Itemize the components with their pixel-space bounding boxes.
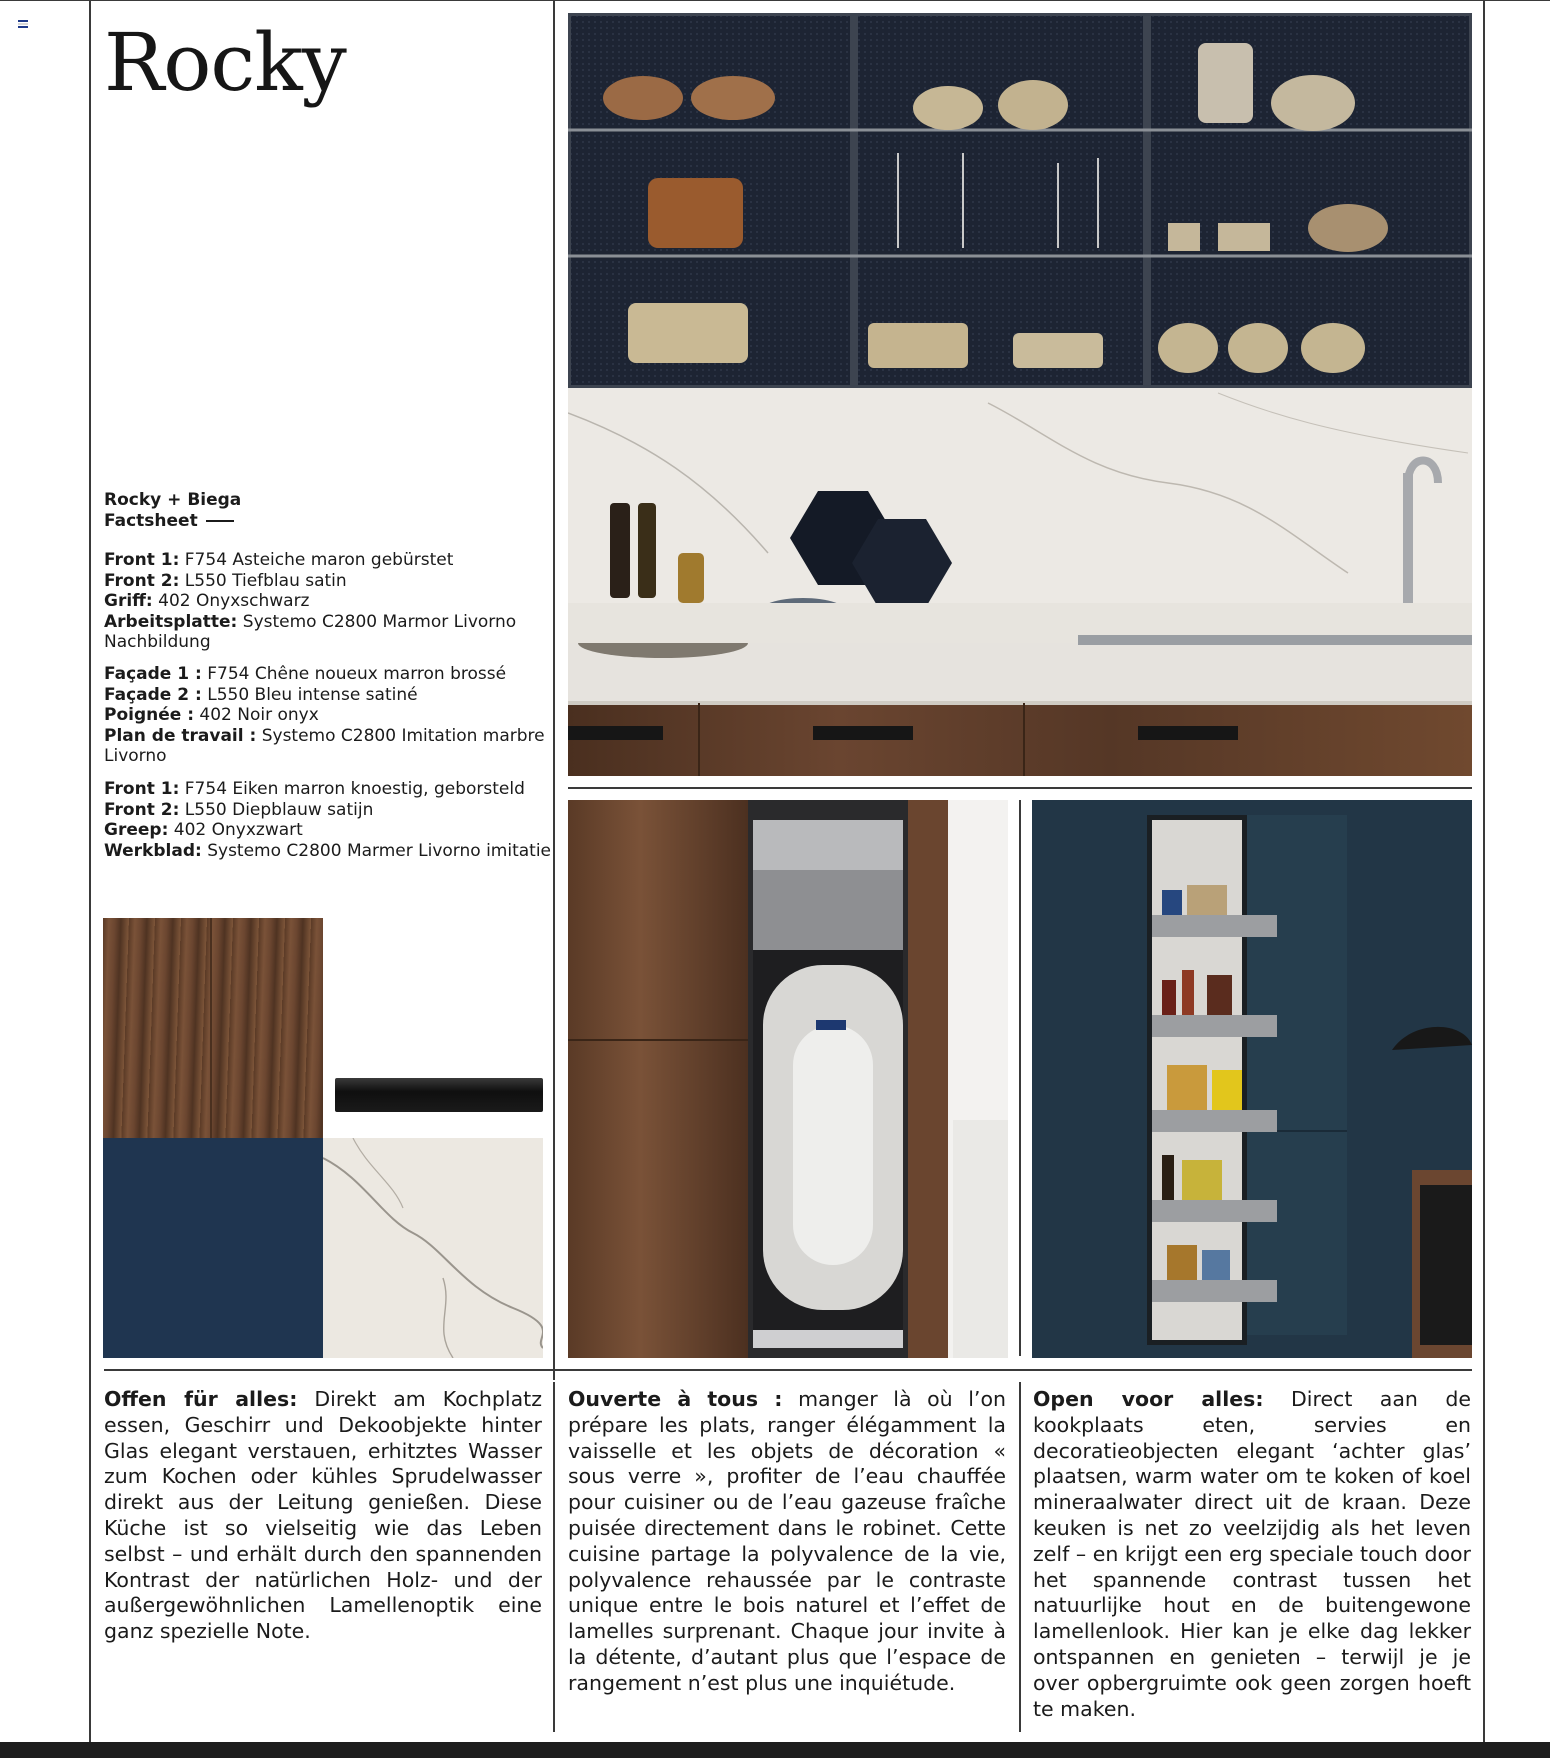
text-column-divider-2: [1019, 1382, 1021, 1732]
marble-swatch: [323, 1138, 543, 1358]
left-frame-line: [89, 0, 91, 1758]
description-body: Direct aan de kookplaats eten, servies en decoratieobjecten elegant ‘achter glas’ plaatsen, warm water om te koken of koel mineraalwater direct uit de kraan. Deze keuken is net zo veelzijdig als het leven zelf – en krijgt een erg speciale touch door het spannende contrast tussen het natuurlijke hout en de buitengewone lamellenlook. Hier kan je elke dag lekker ontspannen en genieten – terwijl je je over opbergruimte ook geen zorgen hoeft te maken.: [1033, 1387, 1471, 1721]
spec-row: Werkblad: Systemo C2800 Marmer Livorno imitatie: [104, 840, 552, 861]
handle-swatch: [335, 1078, 543, 1112]
pantry-graphic: [1032, 800, 1472, 1358]
description-nl: [1033, 1387, 1471, 1722]
spec-row: Front 2: L550 Tiefblau satin: [104, 570, 347, 591]
factsheet-title: Rocky + Biega: [104, 490, 242, 510]
kitchen-scene-graphic: [568, 13, 1472, 776]
spec-list-fr: [104, 664, 554, 767]
page-title: Rocky: [104, 16, 346, 109]
oak-swatch-seam: [210, 918, 212, 1138]
spec-row: Front 1: F754 Asteiche maron gebürstet: [104, 550, 454, 570]
pantry-photo: [1032, 800, 1472, 1358]
factsheet-header: [104, 490, 554, 531]
spec-row: Front 2: L550 Diepblauw satijn: [104, 799, 374, 820]
spec-row: Griff: 402 Onyxschwarz: [104, 591, 310, 611]
description-body: manger là où l’on prépare les plats, ranger élégamment la vaisselle et les objets de décoration « sous verre », profiter de l’eau chauffée pour cuisiner ou de l’eau gazeuse fraîche puisée directement dans le robinet. Cette cuisine partage la polyvalence de la vie, polyvalence rehaussée par le contraste unique entre le bois naturel et l’effet de lamelles surprenant. Chaque jour invite à la détente, d’autant plus que l’espace de rangement n’est plus une inquiétude.: [568, 1387, 1006, 1695]
photo-column-divider: [1019, 800, 1021, 1356]
photo-divider-line: [568, 787, 1472, 789]
description-lead: Offen für alles:: [104, 1387, 298, 1411]
oak-swatch: [103, 918, 323, 1138]
blue-swatch: [103, 1138, 323, 1358]
cabinet-photo-water-unit: [568, 800, 1008, 1358]
water-unit-graphic: [568, 800, 1008, 1358]
spec-row: Front 1: F754 Eiken marron knoestig, geborsteld: [104, 779, 525, 799]
text-divider-line: [104, 1369, 1472, 1371]
flag-icon[interactable]: [18, 20, 28, 27]
description-fr: [568, 1387, 1006, 1697]
factsheet-label: Factsheet: [104, 510, 198, 531]
spec-row: Façade 1 : F754 Chêne noueux marron brossé: [104, 664, 507, 684]
top-frame-line: [0, 0, 1550, 1]
bottom-bar: [0, 1742, 1550, 1758]
description-body: Direkt am Kochplatz essen, Geschirr und Dekoobjekte hinter Glas elegant verstauen, erhitztes Wasser zum Kochen oder kühles Sprudelwasser direkt aus der Leitung genießen. Diese Küche ist so vielseitig wie das Leben selbst – und erhält durch den spannenden Kontrast der natürlichen Holz- und der außergewöhnlichen Lamellenoptik eine ganz spezielle Note.: [104, 1387, 542, 1644]
factsheet-label-row: [104, 511, 554, 532]
description-de: [104, 1387, 542, 1645]
spec-row: Façade 2 : L550 Bleu intense satiné: [104, 684, 418, 705]
dash-rule: [206, 520, 234, 522]
spec-row: Arbeitsplatte: Systemo C2800 Marmor Livorno Nachbildung: [104, 611, 517, 652]
spec-row: Poignée : 402 Noir onyx: [104, 705, 319, 725]
marble-vein-graphic: [323, 1138, 543, 1358]
description-lead: Open voor alles:: [1033, 1387, 1264, 1411]
spec-list-nl: [104, 779, 554, 861]
spec-row: Greep: 402 Onyxzwart: [104, 820, 303, 840]
description-lead: Ouverte à tous :: [568, 1387, 783, 1411]
right-frame-line: [1483, 0, 1485, 1758]
kitchen-photo-main: [568, 13, 1472, 776]
spec-list-de: [104, 550, 554, 653]
spec-row: Plan de travail : Systemo C2800 Imitation marbre Livorno: [104, 725, 545, 766]
text-column-divider-1: [553, 1382, 555, 1732]
